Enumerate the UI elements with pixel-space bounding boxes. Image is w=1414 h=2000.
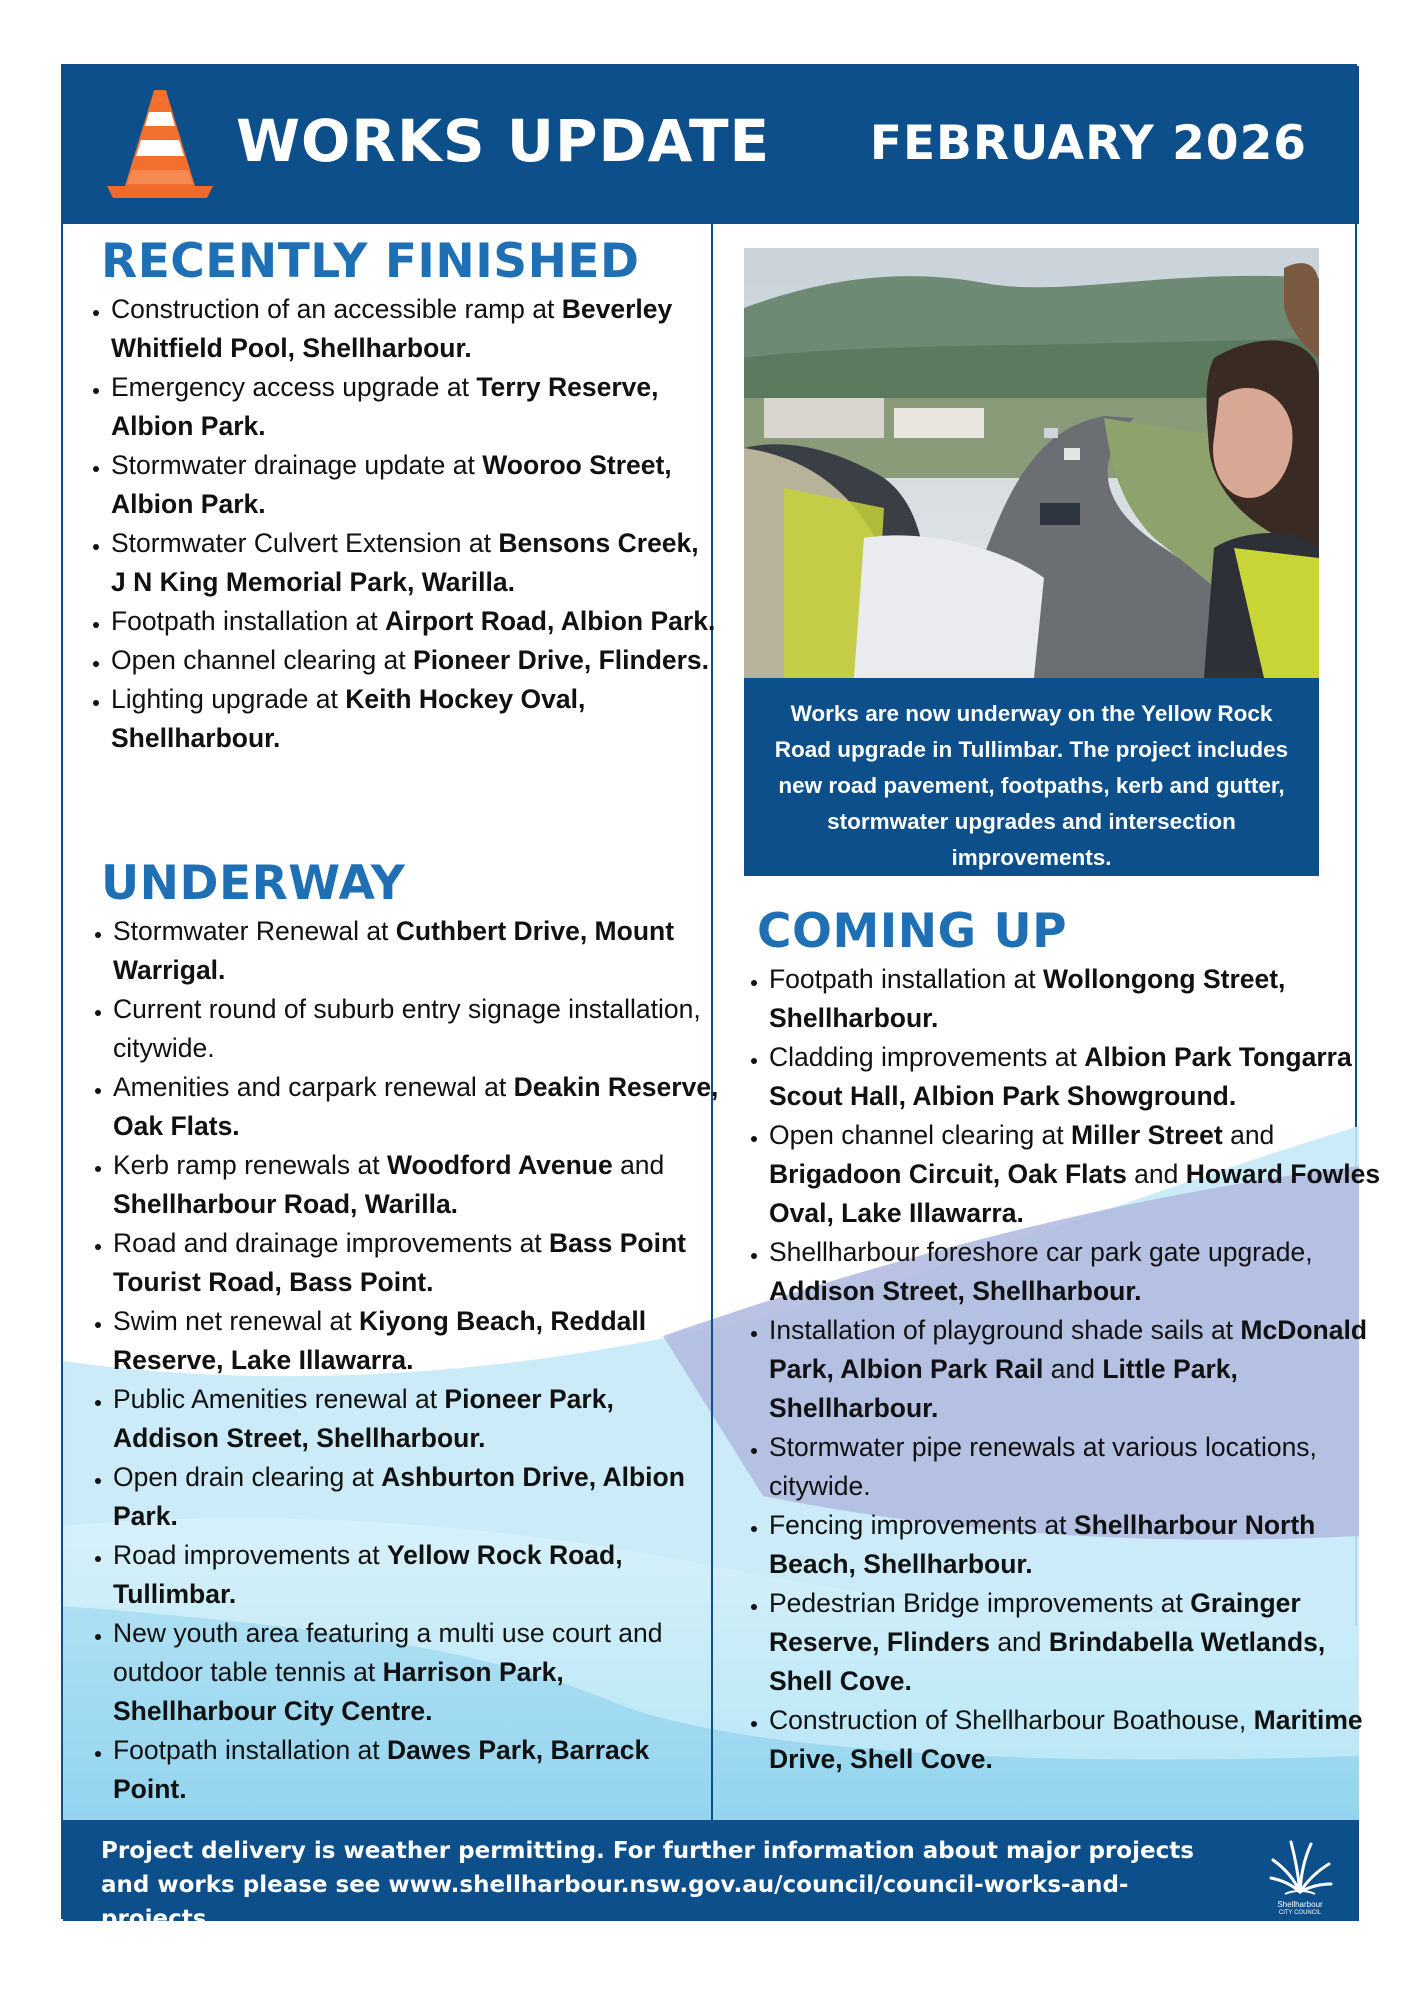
location-name: Pioneer Drive, Flinders. [413, 645, 710, 675]
work-description: Current round of suburb entry signage installation, citywide. [113, 994, 701, 1063]
list-item [113, 1068, 721, 1146]
location-name: Pioneer Park, Addison Street, Shellharbour. [113, 1384, 614, 1453]
location-name: Miller Street [1071, 1120, 1223, 1150]
list-item [769, 1311, 1387, 1428]
page-frame [61, 64, 1381, 1932]
work-description: Emergency access upgrade at [111, 372, 477, 402]
location-name: Wollongong Street, Shellharbour. [769, 964, 1286, 1033]
location-name: Addison Street, Shellharbour. [769, 1276, 1142, 1306]
list-item [113, 912, 721, 990]
work-description: Stormwater Renewal at [113, 916, 396, 946]
location-name: Bensons Creek, J N King Memorial Park, Warilla. [111, 528, 699, 597]
location-name: Dawes Park, Barrack Point. [113, 1735, 650, 1804]
location-name: Maritime Drive, Shell Cove. [769, 1705, 1363, 1774]
recently-finished-heading: RECENTLY FINISHED [101, 234, 640, 289]
list-item [113, 1614, 721, 1731]
logo-subtitle: CITY COUNCIL [1278, 1910, 1322, 1916]
location-name: Harrison Park, Shellharbour City Centre. [113, 1657, 564, 1726]
location-name: Brigadoon Circuit, Oak Flats [769, 1159, 1127, 1189]
list-item [113, 1146, 721, 1224]
shellharbour-logo-icon [1265, 1832, 1335, 1910]
logo-title: Shellharbour [1277, 1900, 1323, 1909]
work-description: Amenities and carpark renewal at [113, 1072, 514, 1102]
list-item [113, 1536, 721, 1614]
work-description: Stormwater drainage update at [111, 450, 483, 480]
work-description: Shellharbour foreshore car park gate upgrade, [769, 1237, 1313, 1267]
list-item [769, 1428, 1387, 1506]
list-item [769, 960, 1387, 1038]
work-description: and [612, 1150, 665, 1180]
yellow-rock-road-photo [744, 248, 1319, 678]
work-description: Open drain clearing at [113, 1462, 382, 1492]
work-description: Public Amenities renewal at [113, 1384, 445, 1414]
location-name: Woodford Avenue [386, 1150, 613, 1180]
location-name: Ashburton Drive, Albion Park. [113, 1462, 685, 1531]
list-item [113, 1380, 721, 1458]
work-description: Stormwater pipe renewals at various locations, citywide. [769, 1432, 1317, 1501]
list-item [111, 680, 717, 758]
list-item [113, 1302, 721, 1380]
list-item [769, 1701, 1387, 1779]
location-name: Shellharbour North Beach, Shellharbour. [769, 1510, 1316, 1579]
work-description: Footpath installation at [111, 606, 386, 636]
location-name: Wooroo Street, Albion Park. [111, 450, 672, 519]
location-name: Beverley Whitfield Pool, Shellharbour. [111, 294, 673, 363]
page-title: WORKS UPDATE [236, 107, 771, 175]
work-description: Fencing improvements at [769, 1510, 1074, 1540]
list-item [111, 602, 717, 641]
list-item [769, 1506, 1387, 1584]
location-name: Terry Reserve, Albion Park. [111, 372, 659, 441]
list-item [769, 1038, 1387, 1116]
list-item [113, 1224, 721, 1302]
underway-heading: UNDERWAY [101, 856, 406, 911]
footer-info-text: Project delivery is weather permitting. For further information about major projects and works please see www.shellharbour.nsw.gov.au/council/council-works-and-projects [101, 1838, 1194, 1932]
recently-finished-list [63, 290, 717, 758]
work-description: Swim net renewal at [113, 1306, 359, 1336]
location-name: Howard Fowles Oval, Lake Illawarra. [769, 1159, 1381, 1228]
location-name: Little Park, Shellharbour. [769, 1354, 1238, 1423]
work-description: and [1222, 1120, 1275, 1150]
header-banner [63, 66, 1359, 224]
work-description: and [1126, 1159, 1186, 1189]
list-item [111, 641, 717, 680]
location-name: Keith Hockey Oval, Shellharbour. [111, 684, 586, 753]
location-name: Brindabella Wetlands, Shell Cove. [769, 1627, 1326, 1696]
logo-label [1263, 1900, 1337, 1918]
work-description: Pedestrian Bridge improvements at [769, 1588, 1191, 1618]
list-item [111, 368, 717, 446]
list-item [769, 1116, 1387, 1233]
work-description: Footpath installation at [113, 1735, 388, 1765]
location-name: Yellow Rock Road, Tullimbar. [113, 1540, 623, 1609]
work-description: Road improvements at [113, 1540, 387, 1570]
work-description: New youth area featuring a multi use court and outdoor table tennis at [113, 1618, 663, 1687]
list-item [769, 1584, 1387, 1701]
work-description: and [1043, 1354, 1103, 1384]
work-description: Open channel clearing at [111, 645, 414, 675]
coming-up-heading: COMING UP [757, 904, 1068, 959]
work-description: Road and drainage improvements at [113, 1228, 550, 1258]
underway-list [63, 912, 721, 1809]
list-item [769, 1233, 1387, 1311]
work-description: Lighting upgrade at [111, 684, 346, 714]
location-name: Kiyong Beach, Reddall Reserve, Lake Illawarra. [113, 1306, 647, 1375]
location-name: Albion Park Tongarra Scout Hall, Albion Park Showground. [769, 1042, 1352, 1111]
list-item [113, 1731, 721, 1809]
location-name: Bass Point Tourist Road, Bass Point. [113, 1228, 686, 1297]
work-description: and [989, 1627, 1049, 1657]
location-name: Grainger Reserve, Flinders [769, 1588, 1301, 1657]
work-description: Cladding improvements at [769, 1042, 1085, 1072]
photo-caption: Works are now underway on the Yellow Rock Road upgrade in Tullimbar. The project includes new road pavement, footpaths, kerb and gutter, stormwater upgrades and intersection improvements. [744, 678, 1319, 876]
location-name: Deakin Reserve, Oak Flats. [113, 1072, 719, 1141]
list-item [111, 446, 717, 524]
work-description: Construction of an accessible ramp at [111, 294, 562, 324]
location-name: Shellharbour Road, Warilla. [113, 1189, 459, 1219]
footer-banner [63, 1820, 1359, 1932]
work-description: Installation of playground shade sails at [769, 1315, 1241, 1345]
location-name: Airport Road, Albion Park. [385, 606, 716, 636]
work-description: Kerb ramp renewals at [113, 1150, 387, 1180]
work-description: Open channel clearing at [769, 1120, 1072, 1150]
list-item [111, 524, 717, 602]
coming-up-list [723, 960, 1387, 1779]
list-item [111, 290, 717, 368]
work-description: Footpath installation at [769, 964, 1044, 994]
work-description: Stormwater Culvert Extension at [111, 528, 499, 558]
work-description: Construction of Shellharbour Boathouse, [769, 1705, 1254, 1735]
location-name: McDonald Park, Albion Park Rail [769, 1315, 1368, 1384]
list-item [113, 1458, 721, 1536]
location-name: Cuthbert Drive, Mount Warrigal. [113, 916, 675, 985]
list-item [113, 990, 721, 1068]
traffic-cone-icon [101, 86, 219, 204]
issue-date: FEBRUARY 2026 [869, 116, 1307, 171]
